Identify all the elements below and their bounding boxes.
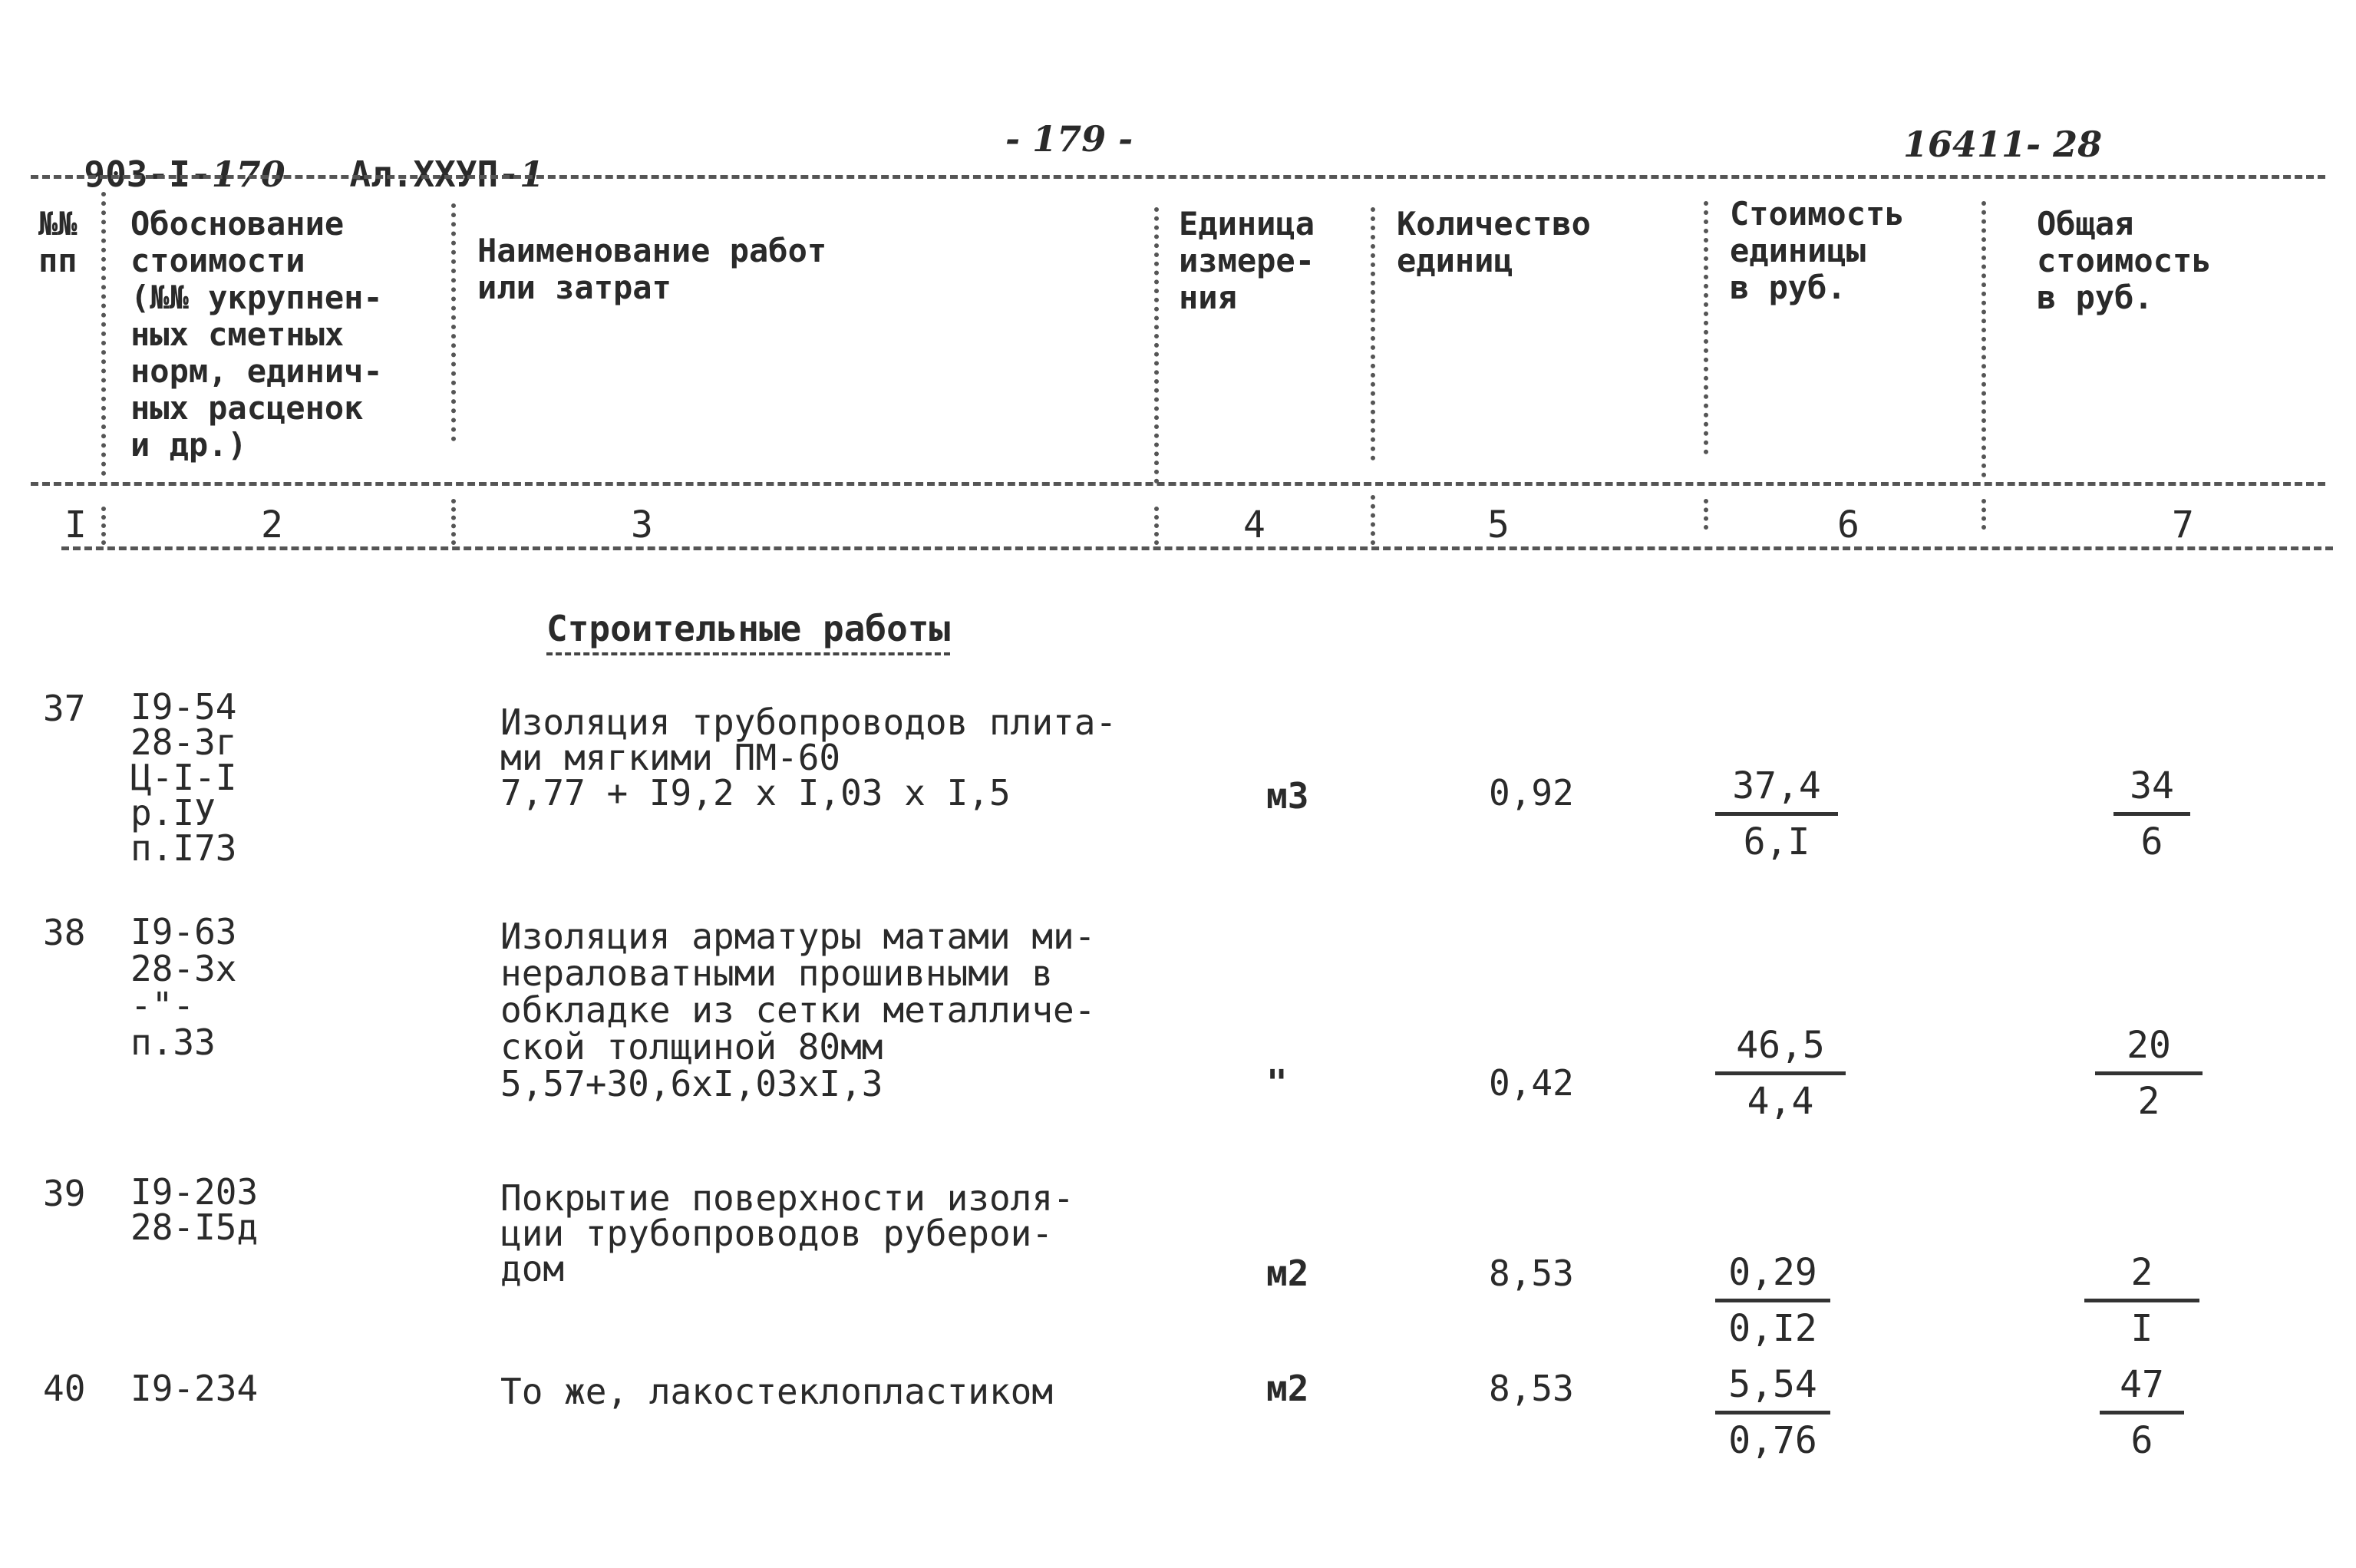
col-number-4: 4 [1243, 503, 1265, 546]
row-39-qty: 8,53 [1489, 1253, 1574, 1294]
row-40-unit: м2 [1266, 1368, 1309, 1409]
row-38-unit-cost-top: 46,5 [1736, 1024, 1825, 1067]
section-title: Строительные работы [546, 609, 950, 655]
row-39-name: Покрытие поверхности изоля- ции трубопроводов руберои- дом [500, 1177, 1074, 1289]
row-40-qty: 8,53 [1489, 1368, 1574, 1409]
row-37-number: 37 [43, 688, 86, 729]
row-39-basis: I9-203 28-I5д [130, 1171, 259, 1248]
col-sep-3 [1154, 207, 1159, 484]
col-number-7: 7 [2172, 503, 2194, 546]
row-38-name: Изоляция арматуры матами ми- нераловатными прошивными в обкладке из сетки металличе- ской толщиной 80мм 5,57+30,6xI,03xI,3 [500, 916, 1096, 1104]
header-bottom-rule [31, 482, 2325, 486]
num-sep-5 [1704, 499, 1708, 530]
row-38-unit-cost-bottom: 4,4 [1747, 1080, 1814, 1123]
row-39-total-top: 2 [2130, 1251, 2153, 1294]
col-sep-2 [451, 203, 456, 441]
row-38-unit: " [1266, 1062, 1288, 1104]
page-number: - 179 - [1005, 118, 1133, 160]
row-38-total [2095, 1024, 2203, 1123]
row-40-unit-cost-top: 5,54 [1728, 1363, 1817, 1406]
col-header-7: Общая стоимость в руб. [2037, 205, 2212, 316]
col-number-3: 3 [631, 503, 653, 546]
row-39-unit: м2 [1266, 1253, 1309, 1294]
row-39-number: 39 [43, 1173, 86, 1214]
num-sep-4 [1371, 495, 1375, 545]
num-sep-1 [101, 507, 106, 545]
col-sep-4 [1371, 207, 1375, 460]
header-top-rule [31, 175, 2325, 179]
col-sep-5 [1704, 201, 1708, 454]
row-40-total-bottom: 6 [2130, 1419, 2153, 1462]
col-sep-1 [101, 192, 106, 476]
row-37-name: Изоляция трубопроводов плита- ми мягкими ПМ-60 7,77 + I9,2 x I,03 x I,5 [500, 701, 1117, 814]
col-number-6: 6 [1837, 503, 1859, 546]
row-37-qty: 0,92 [1489, 772, 1574, 814]
col-header-4: Единица измере- ния [1179, 205, 1315, 316]
doc-code-handwritten: 170 [211, 153, 285, 195]
row-39-total [2084, 1251, 2199, 1350]
row-37-basis: I9-54 28-3г Ц-I-I р.IУ п.I73 [130, 686, 237, 869]
row-37-total-top: 34 [2130, 764, 2174, 807]
row-38-unit-cost [1711, 1024, 1849, 1123]
row-37-unit: м3 [1266, 775, 1309, 817]
row-38-total-top: 20 [2127, 1024, 2171, 1067]
row-38-total-bottom: 2 [2137, 1080, 2160, 1123]
album-code: Ал.XXУП-1 [349, 153, 544, 195]
row-39-unit-cost-top: 0,29 [1728, 1251, 1817, 1294]
col-header-3: Наименование работ или затрат [477, 232, 827, 306]
row-40-total [2084, 1363, 2199, 1462]
row-40-total-top: 47 [2120, 1363, 2164, 1406]
row-38-number: 38 [43, 912, 86, 953]
row-40-name: То же, лакостеклопластиком [500, 1371, 1054, 1412]
row-40-number: 40 [43, 1368, 86, 1409]
col-header-5: Количество единиц [1397, 205, 1591, 279]
col-sep-6 [1981, 201, 1986, 477]
row-38-qty: 0,42 [1489, 1062, 1574, 1104]
col-header-2: Обоснование стоимости (№№ укрупнен- ных сметных норм, единич- ных расценок и др.) [130, 205, 383, 464]
row-39-unit-cost-bottom: 0,I2 [1728, 1307, 1817, 1350]
row-39-unit-cost [1711, 1251, 1834, 1350]
col-number-1: I [64, 503, 87, 546]
row-37-unit-cost [1711, 764, 1842, 863]
row-40-unit-cost-bottom: 0,76 [1728, 1419, 1817, 1462]
row-39-total-bottom: I [2130, 1307, 2153, 1350]
col-number-5: 5 [1487, 503, 1510, 546]
row-37-total-bottom: 6 [2140, 820, 2163, 863]
col-number-2: 2 [261, 503, 283, 546]
num-sep-6 [1981, 499, 1986, 530]
doc-code: 903-I-170 [84, 153, 285, 195]
num-sep-2 [451, 499, 456, 545]
row-38-basis: I9-63 28-3х -"- п.33 [130, 911, 237, 1063]
col-header-6: Стоимость единицы в руб. [1730, 195, 1905, 306]
archive-stamp: 16411- 28 [1903, 124, 2103, 165]
row-40-basis: I9-234 [130, 1368, 259, 1409]
col-header-1: №№ пп [38, 205, 78, 279]
row-37-unit-cost-bottom: 6,I [1743, 820, 1810, 863]
column-numbers-bottom-rule [61, 546, 2333, 550]
row-37-unit-cost-top: 37,4 [1732, 764, 1821, 807]
album-code-handwritten: 1 [519, 153, 544, 195]
num-sep-3 [1154, 507, 1159, 545]
row-37-total [2106, 764, 2198, 863]
row-40-unit-cost [1711, 1363, 1834, 1462]
